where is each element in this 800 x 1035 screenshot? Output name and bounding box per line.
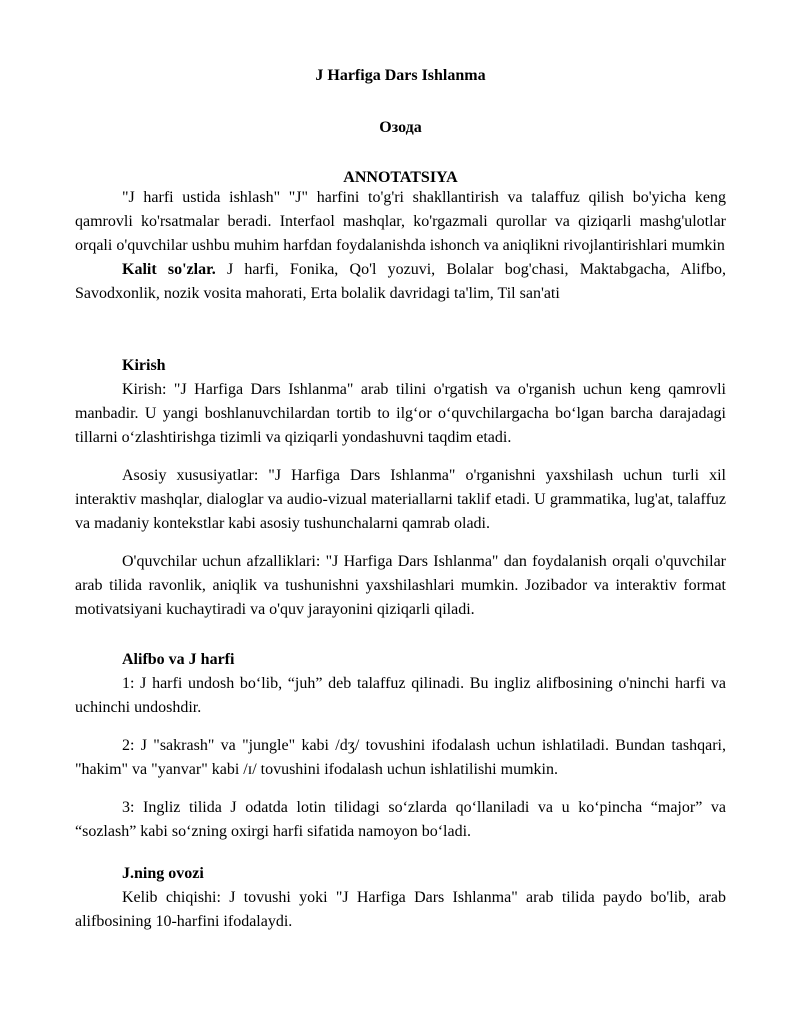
intro-paragraph-3: O'quvchilar uchun afzalliklari: "J Harfiga Dars Ishlanma" dan foydalanish orqali o'quvchilar arab tilida ravonlik, aniqlik va tushunishni yaxshilashlari mumkin. Jozibador va interaktiv format motivatsiyani kuchaytiradi va o'quv jarayonini qiziqarli qiladi. (75, 553, 726, 618)
alphabet-paragraph-1: 1: J harfi undosh boʻlib, “juh” deb talaffuz qilinadi. Bu ingliz alifbosining o'ninchi harfi va uchinchi undoshdir. (75, 675, 726, 716)
document-body (75, 186, 726, 934)
intro-paragraph-2: Asosiy xususiyatlar: "J Harfiga Dars Ishlanma" o'rganishni yaxshilash uchun turli xil interaktiv mashqlar, dialoglar va audio-vizual materiallarni taklif etadi. U grammatika, lug'at, talaffuz va madaniy kontekstlar kabi asosiy tushunchalarni qamrab oladi. (75, 467, 726, 532)
section-heading-intro: Kirish (122, 357, 166, 374)
section-heading-alphabet: Alifbo va J harfi (122, 651, 235, 668)
author-name: Озода (379, 119, 422, 136)
abstract-heading: ANNOTATSIYA (343, 169, 458, 186)
keywords-label: Kalit so'zlar. (122, 261, 216, 278)
alphabet-paragraph-2: 2: J "sakrash" va "jungle" kabi /dʒ/ tovushini ifodalash uchun ishlatiladi. Bundan tashqari, "hakim" va "yanvar" kabi /ɪ/ tovushini ifodalash uchun ishlatilishi mumkin. (75, 737, 726, 778)
document-title: J Harfiga Dars Ishlanma (315, 67, 486, 84)
alphabet-paragraph-3: 3: Ingliz tilida J odatda lotin tilidagi soʻzlarda qoʻllaniladi va u koʻpincha “major” va “sozlash” kabi soʻzning oxirgi harfi sifatida namoyon boʻladi. (75, 799, 726, 840)
sound-paragraph-1: Kelib chiqishi: J tovushi yoki "J Harfiga Dars Ishlanma" arab tilida paydo bo'lib, arab alifbosining 10-harfini ifodalaydi. (75, 889, 726, 930)
keywords-paragraph (75, 258, 726, 306)
abstract-text: "J harfi ustida ishlash" "J" harfini to'g'ri shakllantirish va talaffuz qilish bo'yicha keng qamrovli ko'rsatmalar beradi. Interfaol mashqlar, ko'rgazmali qurollar va qiziqarli mashg'ulotlar orqali o'quvchilar ushbu muhim harfdan foydalanishda ishonch va aniqlikni rivojlantirishlari mumkin (75, 189, 726, 254)
section-heading-sound: J.ning ovozi (122, 865, 204, 882)
keywords-text: J harfi, Fonika, Qo'l yozuvi, Bolalar bog'chasi, Maktabgacha, Alifbo, Savodxonlik, nozik vosita mahorati, Erta bolalik davridagi ta'lim, Til san'ati (75, 261, 727, 302)
intro-paragraph-1: Kirish: "J Harfiga Dars Ishlanma" arab tilini o'rgatish va o'rganish uchun keng qamrovli manbadir. U yangi boshlanuvchilardan tortib to ilgʻor oʻquvchilargacha boʻlgan barcha darajadagi tillarni oʻzlashtirishga tizimli va qiziqarli yondashuvni taqdim etadi. (75, 381, 726, 446)
